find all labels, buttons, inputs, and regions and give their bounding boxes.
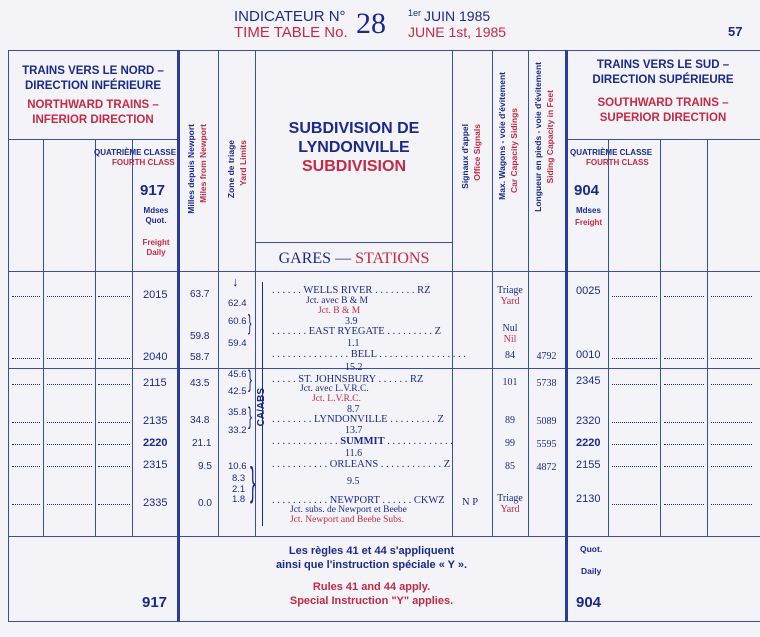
length-header-en: Siding Capacity in Feet xyxy=(545,90,555,184)
cap-lyndonville: 89 xyxy=(505,415,515,426)
bracket-3: } xyxy=(248,403,253,430)
dist-6: 11.6 xyxy=(345,448,363,459)
dotted-leader xyxy=(47,422,92,423)
col-line-signals xyxy=(452,50,453,536)
miles-header-fr: Milles depuis Newport xyxy=(186,124,196,214)
dist-2: 1.1 xyxy=(347,338,360,349)
header-divider-left xyxy=(8,139,178,140)
gares-top xyxy=(256,242,452,243)
feet-bell: 4792 xyxy=(536,351,557,362)
leader: . . . . . . xyxy=(272,285,304,296)
n917-bell: 2040 xyxy=(143,351,168,363)
dotted-leader xyxy=(664,296,704,297)
cap-orleans: 85 xyxy=(505,461,515,472)
indicateur-label: INDICATEUR N° xyxy=(234,8,346,25)
thick-line-left xyxy=(177,50,180,621)
dotted-leader xyxy=(12,422,40,423)
dotted-leader xyxy=(47,466,92,467)
dotted-leader xyxy=(664,504,704,505)
dotted-leader xyxy=(612,422,657,423)
north-title-fr: TRAINS VERS LE NORD – DIRECTION INFÉRIEURE xyxy=(22,65,164,92)
station-lyndonville: . . . . . . . . LYNDONVILLE . . . . . . . . . Z xyxy=(272,414,444,425)
dotted-leader xyxy=(612,296,657,297)
left-border xyxy=(8,50,9,621)
dist-7: 9.5 xyxy=(347,476,360,487)
sub-wells-river-fr: Jct. avec B & M xyxy=(306,296,369,306)
col-line-1 xyxy=(43,139,44,536)
s904-wells-river: 0025 xyxy=(576,285,601,297)
cap-east-ryegate: Nul Nil xyxy=(502,323,518,345)
s904-st-johnsbury: 2345 xyxy=(576,375,601,387)
col-line-3 xyxy=(132,139,133,536)
bracket-2: } xyxy=(248,366,253,393)
subdivision-line1: SUBDIVISION DE xyxy=(288,120,420,137)
sub-newport-fr: Jct. subs. de Newport et Beebe xyxy=(290,505,407,515)
footer-quot: Quot. xyxy=(580,544,603,554)
timetable-label: TIME TABLE No. xyxy=(234,24,348,41)
page-number: 57 xyxy=(728,24,743,39)
stations-label: STATIONS xyxy=(355,250,430,267)
yard-arrow: ↓ xyxy=(232,274,239,289)
ca-abs-label: CA/ABS xyxy=(256,388,267,427)
rule-en-1: Rules 41 and 44 apply. xyxy=(312,581,431,593)
row-divider xyxy=(8,368,760,369)
south-title-fr: TRAINS VERS LE SUD – DIRECTION SUPÉRIEURE xyxy=(592,59,734,86)
zone-33-2: 33.2 xyxy=(228,425,247,436)
dotted-leader xyxy=(12,444,40,445)
rule-en-2: Special Instruction "Y" applies. xyxy=(289,595,454,607)
wagons-header-fr: Max. Wagons - voie d'évitement xyxy=(497,72,507,200)
zone-45-6: 45.6 xyxy=(228,369,247,380)
south-mdses: Mdses xyxy=(576,206,601,215)
miles-st-johnsbury: 43.5 xyxy=(190,378,210,389)
dotted-leader xyxy=(612,466,657,467)
s904-summit: 2220 xyxy=(576,437,601,449)
dotted-leader xyxy=(12,358,40,359)
dotted-leader xyxy=(47,384,92,385)
cap-bell: 84 xyxy=(505,350,515,361)
south-train-no: 904 xyxy=(574,182,600,199)
rule-fr-1: Les règles 41 et 44 s'appliquent xyxy=(288,545,455,557)
zone-2-1: 2.1 xyxy=(232,484,246,495)
length-header-fr: Longueur en pieds - voie d'évitement xyxy=(533,62,543,212)
station-orleans: . . . . . . . . . . . ORLEANS . . . . . . . . . . . . Z xyxy=(272,459,451,470)
dotted-leader xyxy=(47,444,92,445)
s904-orleans: 2155 xyxy=(576,459,601,471)
dotted-leader xyxy=(711,504,752,505)
cap-wells-river: Triage Yard xyxy=(497,285,523,307)
subdivision-line3: SUBDIVISION xyxy=(301,158,406,175)
dotted-leader xyxy=(711,466,752,467)
dist-5: 13.7 xyxy=(345,425,363,436)
footer-train-917: 917 xyxy=(142,594,168,611)
dotted-leader xyxy=(612,444,657,445)
miles-orleans: 9.5 xyxy=(198,461,212,472)
station-summit: . . . . . . . . . . . . . SUMMIT . . . . . . . . . . . . . xyxy=(272,436,453,447)
dotted-leader xyxy=(664,444,704,445)
station-bell: . . . . . . . . . . . . . . . BELL . . . . . . . . . . . . . . . . . xyxy=(272,349,466,360)
thick-line-right xyxy=(565,50,568,621)
dotted-leader xyxy=(98,444,130,445)
dotted-leader xyxy=(711,384,752,385)
timetable-number: 28 xyxy=(356,7,386,40)
dotted-leader xyxy=(12,384,40,385)
dotted-leader xyxy=(47,358,92,359)
zone-42-5: 42.5 xyxy=(228,386,247,397)
dotted-leader xyxy=(98,296,130,297)
date-en: JUNE 1st, 1985 xyxy=(408,24,507,40)
dotted-leader xyxy=(664,358,704,359)
south-class-en: FOURTH CLASS xyxy=(586,158,649,167)
north-title-en: NORTHWARD TRAINS – INFERIOR DIRECTION xyxy=(27,99,159,126)
north-freight: Freight Daily xyxy=(142,238,170,257)
miles-summit: 21.1 xyxy=(192,438,212,449)
miles-east-ryegate: 59.8 xyxy=(190,331,210,342)
dotted-leader xyxy=(12,296,40,297)
footer-top xyxy=(8,536,760,537)
station-bracket xyxy=(262,282,271,526)
dist-4: 8.7 xyxy=(347,404,360,415)
subdivision-line2: LYNDONVILLE xyxy=(298,139,410,156)
south-freight: Freight xyxy=(575,218,603,227)
zone-60-6: 60.6 xyxy=(228,316,247,327)
top-border xyxy=(8,50,760,51)
col-line-r2 xyxy=(660,139,661,536)
cap-summit: 99 xyxy=(505,438,515,449)
signals-header-fr: Signaux d'appel xyxy=(460,124,470,189)
miles-bell: 58.7 xyxy=(190,352,210,363)
feet-lyndonville: 5089 xyxy=(536,416,557,427)
n917-lyndonville: 2135 xyxy=(143,415,168,427)
header-divider-right xyxy=(565,139,760,140)
date-fr-sup: 1er xyxy=(408,8,422,18)
zone-35-8: 35.8 xyxy=(228,407,247,418)
footer-daily: Daily xyxy=(581,566,602,576)
miles-newport: 0.0 xyxy=(198,498,212,509)
bracket-4: } xyxy=(250,460,256,504)
dotted-leader xyxy=(612,504,657,505)
dotted-leader xyxy=(612,358,657,359)
north-class-en: FOURTH CLASS xyxy=(112,158,175,167)
dotted-leader xyxy=(612,384,657,385)
zone-59-4: 59.4 xyxy=(228,338,247,349)
gares-stations xyxy=(256,250,452,268)
footer-train-904: 904 xyxy=(576,594,602,611)
dotted-leader xyxy=(98,466,130,467)
yard-header-fr: Zone de triage xyxy=(226,140,236,199)
dotted-leader xyxy=(98,384,130,385)
station-st-johnsbury: . . . . . ST. JOHNSBURY . . . . . . RZ xyxy=(272,374,424,385)
sub-wells-river-en: Jct. B & M xyxy=(318,306,361,316)
sub-st-johnsbury-en: Jct. L.V.R.C. xyxy=(312,394,361,404)
station-wells-river: . . . . . . WELLS RIVER . . . . . . . . RZ xyxy=(272,285,431,296)
col-line-2 xyxy=(95,139,96,536)
n917-st-johnsbury: 2115 xyxy=(143,377,167,389)
zone-wells-river: 62.4 xyxy=(228,298,247,309)
col-line-miles xyxy=(218,50,219,536)
dist-1: 3.9 xyxy=(345,316,358,327)
n917-orleans: 2315 xyxy=(143,459,168,471)
station-newport: . . . . . . . . . . . NEWPORT . . . . . . CKWZ xyxy=(272,495,445,506)
dotted-leader xyxy=(47,296,92,297)
cap-st-johnsbury: 101 xyxy=(502,377,518,388)
dist-3: 15.2 xyxy=(345,362,363,373)
s904-lyndonville: 2320 xyxy=(576,415,601,427)
bottom-border xyxy=(8,621,760,622)
col-line-r3 xyxy=(707,139,708,536)
north-train-no: 917 xyxy=(140,182,166,199)
bracket-1: } xyxy=(247,310,252,335)
sub-st-johnsbury-fr: Jct. avec L.V.R.C. xyxy=(300,384,369,394)
dotted-leader xyxy=(12,504,40,505)
zone-8-3: 8.3 xyxy=(232,473,246,484)
south-class-fr: QUATRIÈME CLASSE xyxy=(570,148,653,157)
miles-lyndonville: 34.8 xyxy=(190,415,210,426)
yard-header-en: Yard Limits xyxy=(238,140,248,186)
s904-newport: 2130 xyxy=(576,493,601,505)
signals-header-en: Office Signals xyxy=(472,124,482,181)
dotted-leader xyxy=(711,296,752,297)
date-fr: JUIN 1985 xyxy=(424,8,491,24)
dotted-leader xyxy=(98,422,130,423)
dotted-leader xyxy=(711,444,752,445)
col-line-r1 xyxy=(608,139,609,536)
miles-wells-river: 63.7 xyxy=(190,289,210,300)
gares-label: GARES — xyxy=(278,250,352,267)
dotted-leader xyxy=(711,358,752,359)
dotted-leader xyxy=(711,422,752,423)
cap-newport: Triage Yard xyxy=(497,493,523,515)
column-header-bottom xyxy=(8,271,760,272)
station-east-ryegate: . . . . . . . EAST RYEGATE . . . . . . . . . Z xyxy=(272,326,441,337)
rule-fr-2: ainsi que l'instruction spéciale « Y ». xyxy=(275,559,468,571)
dotted-leader xyxy=(664,466,704,467)
n917-newport: 2335 xyxy=(143,497,168,509)
signals-newport: N P xyxy=(462,497,479,508)
sub-newport-en: Jct. Newport and Beebe Subs. xyxy=(290,515,404,525)
wagons-header-en: Car Capacity Sidings xyxy=(509,108,519,194)
south-title-en: SOUTHWARD TRAINS – SUPERIOR DIRECTION xyxy=(597,97,729,124)
north-mdses: Mdses Quot. xyxy=(143,206,169,225)
north-class-fr: QUATRIÈME CLASSE xyxy=(94,148,177,157)
s904-bell: 0010 xyxy=(576,349,601,361)
dotted-leader xyxy=(12,466,40,467)
feet-summit: 5595 xyxy=(536,439,557,450)
miles-header-en: Miles from Newport xyxy=(198,124,208,203)
dotted-leader xyxy=(98,358,130,359)
dotted-leader xyxy=(664,384,704,385)
n917-wells-river: 2015 xyxy=(143,289,168,301)
n917-summit: 2220 xyxy=(143,437,168,449)
zone-1-8: 1.8 xyxy=(232,494,246,505)
dotted-leader xyxy=(98,504,130,505)
zone-10-6: 10.6 xyxy=(228,461,247,472)
feet-orleans: 4872 xyxy=(536,462,557,473)
feet-st-johnsbury: 5738 xyxy=(536,378,557,389)
dotted-leader xyxy=(664,422,704,423)
dotted-leader xyxy=(47,504,92,505)
